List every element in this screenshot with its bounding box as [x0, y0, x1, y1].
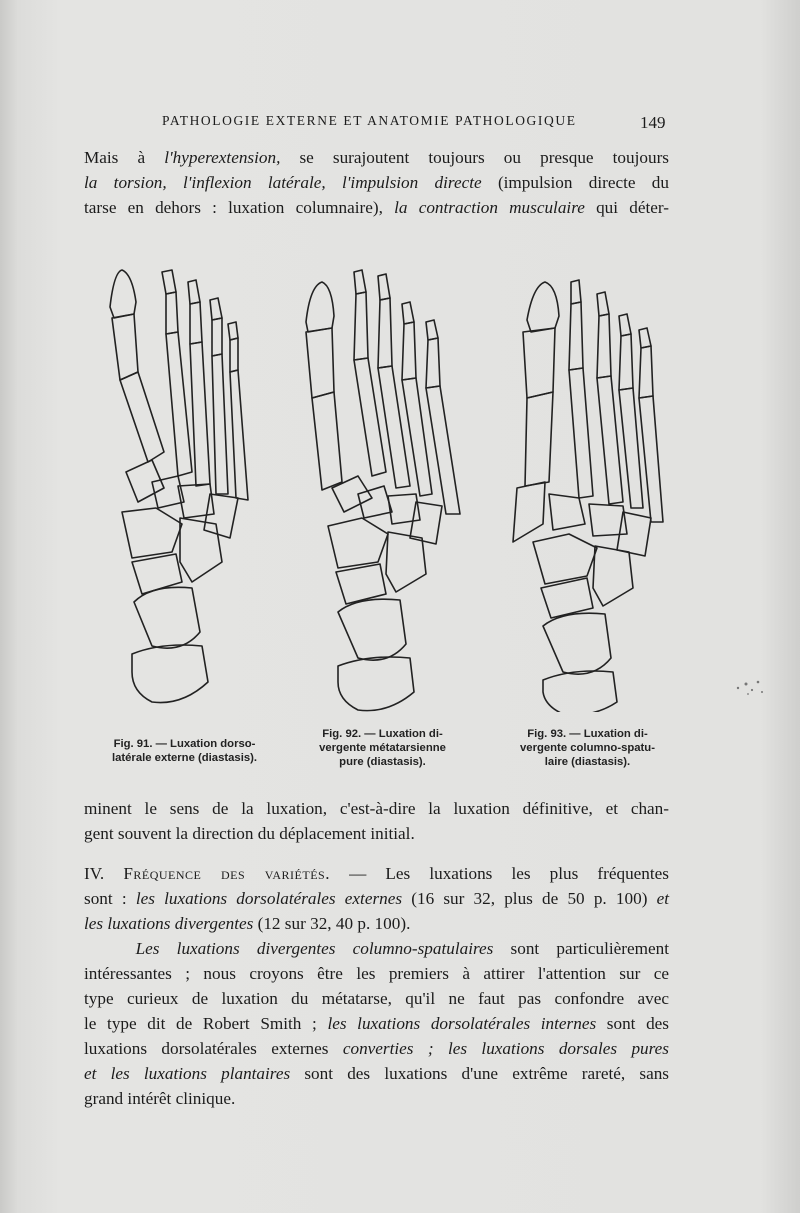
figure-91-foot-skeleton [92, 262, 262, 712]
paragraph-frequency [84, 861, 669, 936]
text-line: et les luxations plantaires sont des luxations d'une extrême rareté, sans [84, 1064, 669, 1083]
figure-93-foot-skeleton [505, 272, 675, 712]
paragraph-continuation [84, 796, 669, 846]
text-line: intéressantes ; nous croyons être les premiers à attirer l'attention sur ce [84, 964, 669, 983]
paragraph-hyperextension [84, 145, 669, 220]
text-line: luxations dorsolatérales externes converties ; les luxations dorsales pures [84, 1039, 669, 1058]
figure-91-caption: Fig. 91. — Luxation dorso- latérale externe (diastasis). [111, 738, 258, 764]
text-line: la torsion, l'inflexion latérale, l'impulsion directe (impulsion directe du [84, 173, 669, 192]
paragraph-columno-spatulaires [84, 936, 669, 1111]
section-heading-line: IV. Fréquence des variétés. — Les luxations les plus fréquentes [84, 864, 669, 883]
text-line: minent le sens de la luxation, c'est-à-dire la luxation définitive, et chan- [84, 799, 669, 818]
figure-92-caption: Fig. 92. — Luxation di- vergente métatarsienne pure (diastasis). [319, 728, 446, 768]
text-line: Mais à l'hyperextension, se surajoutent toujours ou presque toujours [84, 148, 669, 167]
text-line: Les luxations divergentes columno-spatulaires sont particulièrement [135, 939, 670, 958]
text-line: type curieux de luxation du métatarse, qu'il ne faut pas confondre avec [84, 989, 669, 1008]
text-line: sont : les luxations dorsolatérales externes (16 sur 32, plus de 50 p. 100) et [84, 889, 670, 908]
figure-92-foot-skeleton [292, 262, 472, 712]
page-number: 149 [640, 113, 666, 132]
text-line: grand intérêt clinique. [84, 1089, 236, 1108]
print-speck-decoration [728, 672, 768, 707]
text-line: tarse en dehors : luxation columnaire), la contraction musculaire qui déter- [84, 198, 669, 217]
text-line: gent souvent la direction du déplacement initial. [84, 824, 415, 843]
running-title: PATHOLOGIE EXTERNE ET ANATOMIE PATHOLOGIQUE [162, 113, 577, 128]
text-line: le type dit de Robert Smith ; les luxations dorsolatérales internes sont des [84, 1014, 669, 1033]
figure-93-caption: Fig. 93. — Luxation di- vergente columno-spatu- laire (diastasis). [520, 728, 655, 768]
text-line: les luxations divergentes (12 sur 32, 40 p. 100). [84, 914, 411, 933]
